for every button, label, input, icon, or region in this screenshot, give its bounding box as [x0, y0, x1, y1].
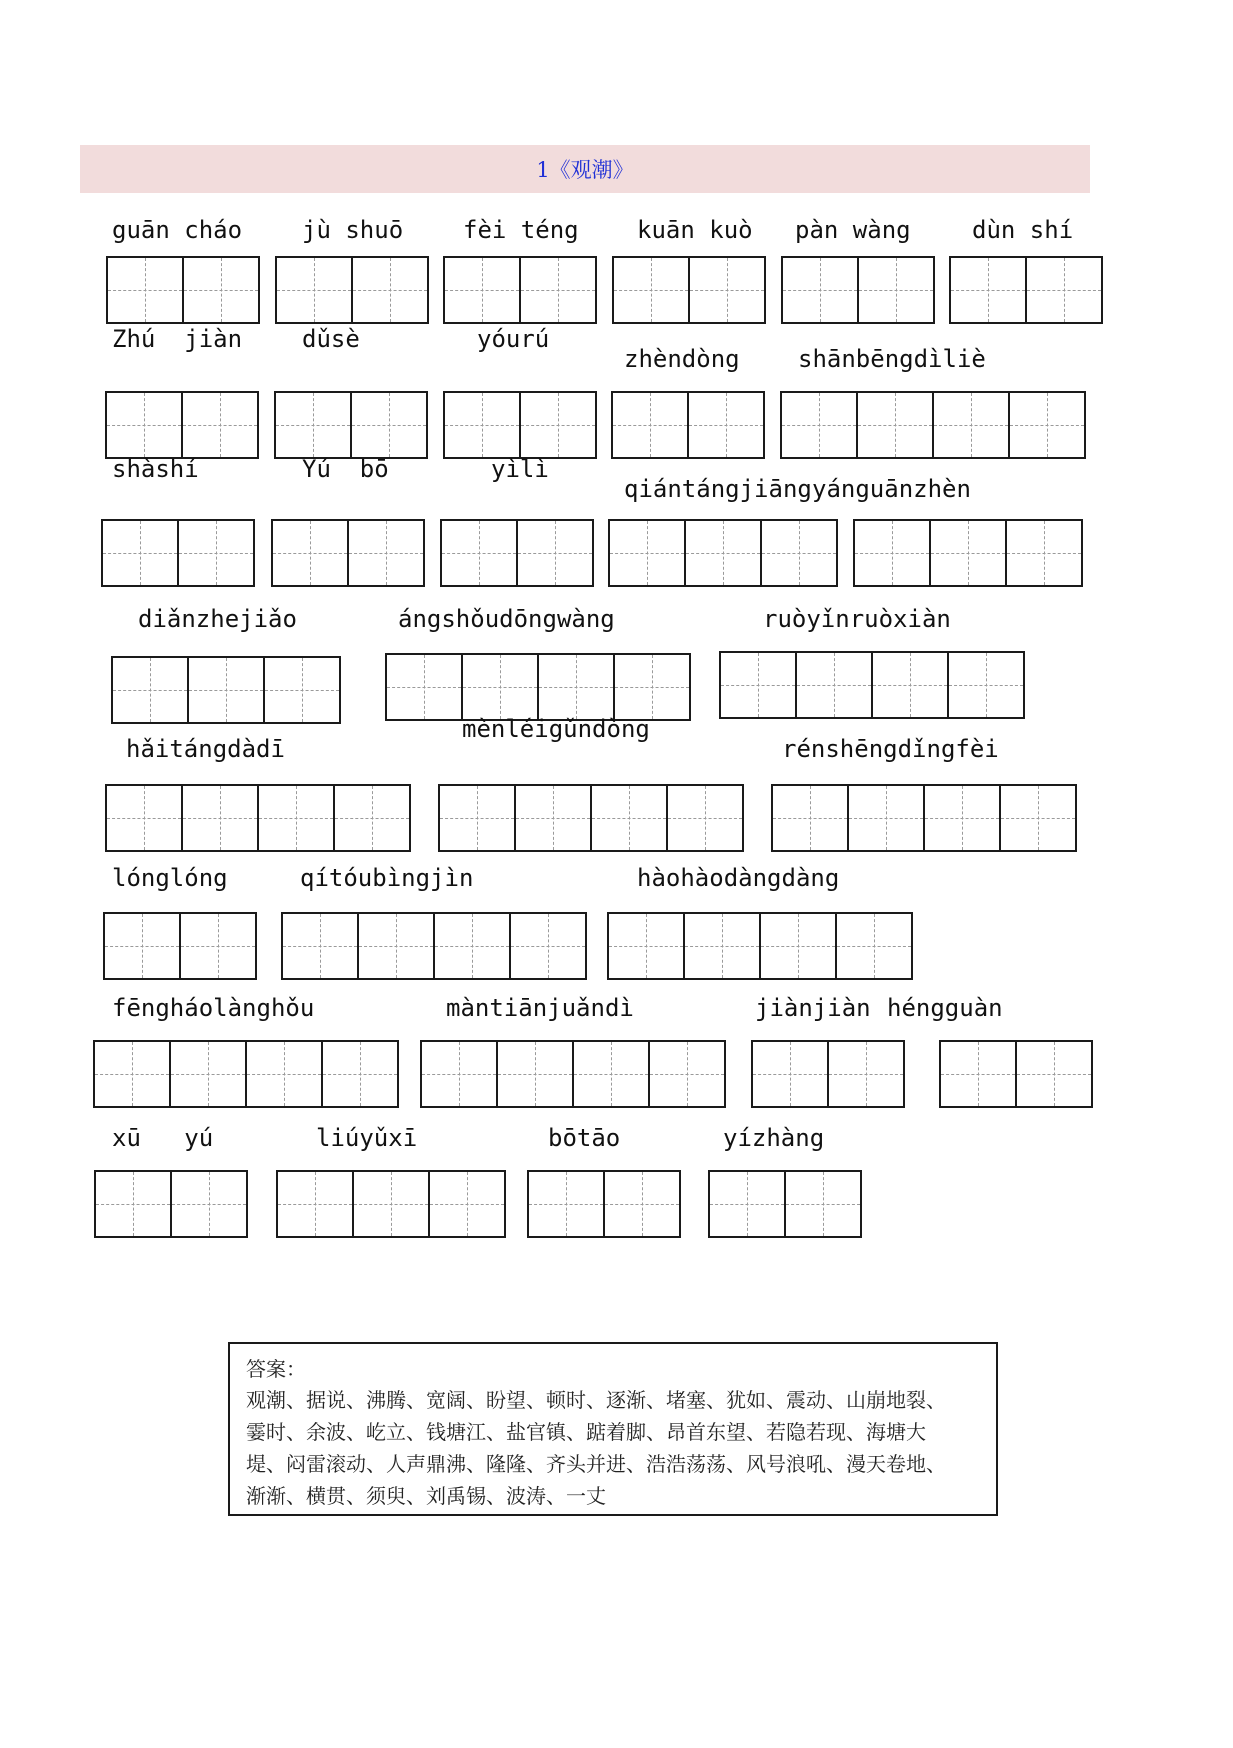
writing-cell[interactable]	[433, 912, 511, 980]
pinyin-label: hàohàodàngdàng	[637, 864, 840, 892]
writing-cell[interactable]	[719, 651, 797, 719]
writing-cell[interactable]	[939, 1040, 1017, 1108]
writing-cell[interactable]	[687, 391, 765, 459]
writing-cell[interactable]	[932, 391, 1010, 459]
pinyin-label: guān cháo	[112, 216, 243, 244]
pinyin-label: jù shuō	[302, 216, 404, 244]
writing-cell[interactable]	[847, 784, 925, 852]
writing-cell[interactable]	[182, 256, 260, 324]
writing-cell[interactable]	[385, 653, 463, 721]
writing-cell[interactable]	[949, 256, 1027, 324]
writing-cell[interactable]	[688, 256, 766, 324]
writing-grid[interactable]	[106, 256, 258, 322]
answer-line: 霎时、余波、屹立、钱塘江、盐官镇、踮着脚、昂首东望、若隐若现、海塘大	[246, 1420, 926, 1444]
writing-grid[interactable]	[105, 391, 257, 457]
pinyin-label: fèi téng	[463, 216, 579, 244]
writing-cell[interactable]	[105, 391, 183, 459]
writing-cell[interactable]	[612, 256, 690, 324]
writing-cell[interactable]	[94, 1170, 172, 1238]
writing-cell[interactable]	[1005, 519, 1083, 587]
writing-cell[interactable]	[780, 391, 858, 459]
pinyin-label: dǔsè	[302, 325, 360, 353]
writing-grid[interactable]	[719, 651, 1023, 717]
pinyin-label: qítóubìngjìn	[300, 864, 474, 892]
pinyin-label: màntiānjuǎndì	[446, 994, 634, 1022]
writing-cell[interactable]	[666, 784, 744, 852]
writing-grid[interactable]	[93, 1040, 397, 1106]
writing-cell[interactable]	[321, 1040, 399, 1108]
writing-cell[interactable]	[516, 519, 594, 587]
answer-label: 答案：	[246, 1357, 306, 1381]
writing-cell[interactable]	[708, 1170, 786, 1238]
writing-cell[interactable]	[608, 519, 686, 587]
pinyin-label: hǎitángdàdī	[126, 735, 285, 763]
writing-cell[interactable]	[771, 784, 849, 852]
writing-cell[interactable]	[181, 784, 259, 852]
writing-cell[interactable]	[420, 1040, 498, 1108]
writing-grid[interactable]	[443, 391, 595, 457]
writing-grid[interactable]	[949, 256, 1101, 322]
pinyin-label: yìlì	[491, 455, 549, 483]
writing-cell[interactable]	[276, 1170, 354, 1238]
writing-grid[interactable]	[527, 1170, 679, 1236]
pinyin-label: héngguàn	[887, 994, 1003, 1022]
writing-cell[interactable]	[352, 1170, 430, 1238]
pinyin-label: yánguānzhèn	[812, 475, 971, 503]
writing-grid[interactable]	[853, 519, 1081, 585]
writing-cell[interactable]	[351, 256, 429, 324]
pinyin-label: shàshí	[112, 455, 199, 483]
pinyin-label: bōtāo	[548, 1124, 621, 1152]
pinyin-label: lónglóng	[112, 864, 228, 892]
writing-grid[interactable]	[275, 256, 427, 322]
writing-cell[interactable]	[257, 784, 335, 852]
writing-cell[interactable]	[187, 656, 265, 724]
writing-cell[interactable]	[923, 784, 1001, 852]
writing-cell[interactable]	[106, 256, 184, 324]
pinyin-label: qiántángjiāng	[624, 475, 812, 503]
writing-cell[interactable]	[514, 784, 592, 852]
writing-cell[interactable]	[357, 912, 435, 980]
pinyin-label: shānbēngdìliè	[798, 345, 986, 373]
answer-line: 渐渐、横贯、须臾、刘禹锡、波涛、一丈	[246, 1484, 606, 1508]
writing-cell[interactable]	[929, 519, 1007, 587]
writing-cell[interactable]	[428, 1170, 506, 1238]
answer-line: 观潮、据说、沸腾、宽阔、盼望、顿时、逐渐、堵塞、犹如、震动、山崩地裂、	[246, 1388, 946, 1412]
writing-cell[interactable]	[103, 912, 181, 980]
pinyin-label: zhèndòng	[624, 345, 740, 373]
pinyin-label: yízhàng	[723, 1124, 825, 1152]
writing-cell[interactable]	[350, 391, 428, 459]
writing-grid[interactable]	[281, 912, 585, 978]
writing-cell[interactable]	[347, 519, 425, 587]
writing-grid[interactable]	[103, 912, 255, 978]
writing-grid[interactable]	[438, 784, 742, 850]
writing-grid[interactable]	[271, 519, 423, 585]
writing-cell[interactable]	[509, 912, 587, 980]
writing-cell[interactable]	[613, 653, 691, 721]
pinyin-label: mènléigǔndòng	[462, 715, 650, 743]
writing-cell[interactable]	[461, 653, 539, 721]
writing-grid[interactable]	[607, 912, 911, 978]
writing-cell[interactable]	[1025, 256, 1103, 324]
writing-cell[interactable]	[527, 1170, 605, 1238]
writing-cell[interactable]	[496, 1040, 574, 1108]
writing-cell[interactable]	[443, 391, 521, 459]
pinyin-label: Zhú jiàn	[112, 325, 243, 353]
writing-cell[interactable]	[179, 912, 257, 980]
worksheet-title	[80, 145, 1090, 193]
writing-cell[interactable]	[1015, 1040, 1093, 1108]
writing-cell[interactable]	[440, 519, 518, 587]
writing-cell[interactable]	[169, 1040, 247, 1108]
writing-cell[interactable]	[245, 1040, 323, 1108]
writing-cell[interactable]	[274, 391, 352, 459]
writing-cell[interactable]	[275, 256, 353, 324]
writing-cell[interactable]	[93, 1040, 171, 1108]
pinyin-label: pàn wàng	[795, 216, 911, 244]
writing-cell[interactable]	[760, 519, 838, 587]
writing-cell[interactable]	[519, 391, 597, 459]
writing-grid[interactable]	[420, 1040, 724, 1106]
writing-cell[interactable]	[857, 256, 935, 324]
writing-cell[interactable]	[827, 1040, 905, 1108]
writing-cell[interactable]	[781, 256, 859, 324]
writing-grid[interactable]	[781, 256, 933, 322]
pinyin-label: fēngháolànghǒu	[112, 994, 315, 1022]
writing-grid[interactable]	[94, 1170, 246, 1236]
writing-grid[interactable]	[385, 653, 689, 719]
writing-cell[interactable]	[795, 651, 873, 719]
writing-grid[interactable]	[111, 656, 339, 722]
writing-cell[interactable]	[572, 1040, 650, 1108]
writing-cell[interactable]	[683, 912, 761, 980]
writing-grid[interactable]	[771, 784, 1075, 850]
title-text: 1《观潮》	[536, 158, 634, 182]
writing-grid[interactable]	[939, 1040, 1091, 1106]
writing-cell[interactable]	[856, 391, 934, 459]
writing-cell[interactable]	[853, 519, 931, 587]
writing-grid[interactable]	[443, 256, 595, 322]
pinyin-label: jiànjiàn	[755, 994, 871, 1022]
answer-box	[228, 1342, 998, 1516]
writing-grid[interactable]	[276, 1170, 504, 1236]
writing-cell[interactable]	[519, 256, 597, 324]
answer-line: 堤、闷雷滚动、人声鼎沸、隆隆、齐头并进、浩浩荡荡、风号浪吼、漫天卷地、	[246, 1452, 946, 1476]
writing-grid[interactable]	[440, 519, 592, 585]
pinyin-label: rénshēngdǐngfèi	[782, 735, 999, 763]
pinyin-label: kuān kuò	[637, 216, 753, 244]
writing-grid[interactable]	[708, 1170, 860, 1236]
writing-cell[interactable]	[999, 784, 1077, 852]
writing-cell[interactable]	[947, 651, 1025, 719]
writing-cell[interactable]	[263, 656, 341, 724]
writing-cell[interactable]	[281, 912, 359, 980]
writing-cell[interactable]	[170, 1170, 248, 1238]
writing-cell[interactable]	[111, 656, 189, 724]
writing-grid[interactable]	[612, 256, 764, 322]
pinyin-label: dùn shí	[972, 216, 1074, 244]
writing-grid[interactable]	[105, 784, 409, 850]
pinyin-label: xū yú	[112, 1124, 214, 1152]
writing-cell[interactable]	[603, 1170, 681, 1238]
writing-cell[interactable]	[759, 912, 837, 980]
writing-cell[interactable]	[333, 784, 411, 852]
writing-cell[interactable]	[101, 519, 179, 587]
writing-cell[interactable]	[590, 784, 668, 852]
writing-grid[interactable]	[751, 1040, 903, 1106]
writing-cell[interactable]	[871, 651, 949, 719]
writing-cell[interactable]	[537, 653, 615, 721]
writing-cell[interactable]	[611, 391, 689, 459]
writing-cell[interactable]	[181, 391, 259, 459]
writing-cell[interactable]	[1008, 391, 1086, 459]
writing-cell[interactable]	[648, 1040, 726, 1108]
writing-cell[interactable]	[751, 1040, 829, 1108]
writing-grid[interactable]	[274, 391, 426, 457]
pinyin-label: Yú bō	[302, 455, 389, 483]
writing-grid[interactable]	[101, 519, 253, 585]
writing-cell[interactable]	[607, 912, 685, 980]
pinyin-label: ruòyǐnruòxiàn	[763, 605, 951, 633]
writing-cell[interactable]	[443, 256, 521, 324]
pinyin-label: diǎnzhejiǎo	[138, 605, 297, 633]
pinyin-label: yóurú	[477, 325, 550, 353]
writing-grid[interactable]	[611, 391, 763, 457]
writing-cell[interactable]	[784, 1170, 862, 1238]
writing-cell[interactable]	[835, 912, 913, 980]
pinyin-label: ángshǒudōngwàng	[398, 605, 615, 633]
writing-cell[interactable]	[438, 784, 516, 852]
writing-grid[interactable]	[608, 519, 836, 585]
pinyin-label: liúyǔxī	[316, 1124, 418, 1152]
writing-cell[interactable]	[177, 519, 255, 587]
writing-grid[interactable]	[780, 391, 1084, 457]
writing-cell[interactable]	[271, 519, 349, 587]
writing-cell[interactable]	[684, 519, 762, 587]
writing-cell[interactable]	[105, 784, 183, 852]
